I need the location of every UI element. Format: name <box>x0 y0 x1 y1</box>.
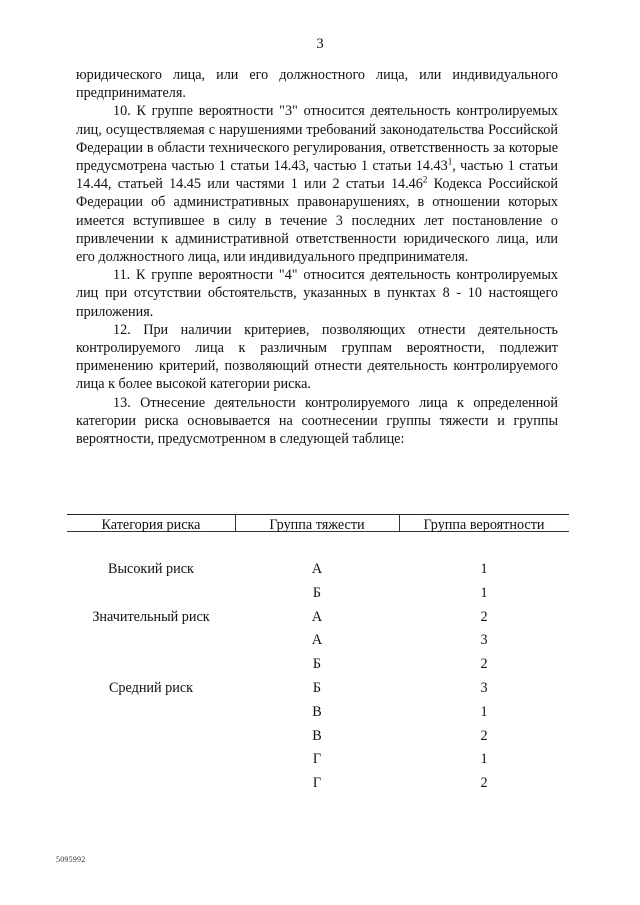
severity-cell: Г <box>312 775 322 792</box>
body-text <box>76 66 558 448</box>
table-row <box>67 656 569 680</box>
page-number: 3 <box>316 36 324 52</box>
risk-category-cell: Высокий риск <box>108 561 194 577</box>
probability-cell: 1 <box>480 561 488 577</box>
probability-cell: 2 <box>480 727 488 744</box>
severity-cell: А <box>311 608 323 625</box>
header-risk-category: Категория риска <box>101 517 201 533</box>
paragraph-10 <box>76 102 558 266</box>
header-probability-group: Группа вероятности <box>423 517 545 533</box>
probability-cell: 3 <box>480 632 488 649</box>
paragraph-13: 13. Отнесение деятельности контролируемого лица к определенной категории риска основывается на соотнесении группы тяжести и группы вероятности, предусмотренном в следующей таблице: <box>76 394 558 448</box>
severity-cell: В <box>312 703 322 720</box>
table-row <box>67 585 569 609</box>
paragraph-10-part-3: Кодекса Российской Федерации об административных правонарушениях, в отношении которых имеется вступившее в силу в течение 3 последних лет постановление о привлечении к административной ответственности юридического лица, или его должностного лица, или индивидуального предпринимателя. <box>76 176 558 266</box>
table-row <box>67 561 569 585</box>
table-row <box>67 704 569 728</box>
probability-cell: 3 <box>480 679 488 696</box>
probability-cell: 1 <box>480 703 488 720</box>
severity-cell: Б <box>312 679 322 696</box>
header-severity-group: Группа тяжести <box>269 517 365 533</box>
probability-cell: 2 <box>480 775 488 792</box>
table-row <box>67 775 569 799</box>
table-body <box>67 561 569 799</box>
risk-category-cell: Средний риск <box>108 679 194 696</box>
severity-cell: А <box>311 561 323 577</box>
table-row <box>67 751 569 775</box>
probability-cell: 1 <box>480 751 488 768</box>
table-row <box>67 680 569 704</box>
probability-cell: 2 <box>480 608 488 625</box>
paragraph-12: 12. При наличии критериев, позволяющих отнести деятельность контролируемого лица к различным группам вероятности, подлежит применению критерий, позволяющий отнести деятельность контролируемого лица к более высокой категории риска. <box>76 321 558 393</box>
severity-cell: А <box>311 632 323 649</box>
table-row <box>67 609 569 633</box>
severity-cell: Б <box>312 584 322 601</box>
paragraph-continuation: юридического лица, или его должностного лица, или индивидуального предпринимателя. <box>76 67 558 102</box>
header-rule-top <box>67 514 569 515</box>
severity-cell: Г <box>312 751 322 768</box>
risk-category-cell: Значительный риск <box>92 608 210 625</box>
severity-cell: В <box>312 727 322 744</box>
probability-cell: 1 <box>480 584 488 601</box>
table-header <box>67 512 569 532</box>
table-row <box>67 728 569 752</box>
paragraph-10-part-1: 10. К группе вероятности "3" относится деятельность контролируемых лиц, осуществляемая с нарушениями требований законодательства Российской Федерации в области технического регулирования, ответственность за которые предусмотрена частью 1 статьи 14.43, частью 1 статьи 14.43 <box>76 103 558 175</box>
document-code: 5095992 <box>56 855 86 864</box>
superscript-2: 2 <box>422 174 428 185</box>
paragraph-10-part-2: , частью 1 статьи 14.44, статьей 14.45 или частями 1 или 2 статьи 14.46 <box>76 158 558 193</box>
risk-table <box>67 512 569 799</box>
severity-cell: Б <box>312 656 322 673</box>
table-row <box>67 632 569 656</box>
probability-cell: 2 <box>480 656 488 673</box>
paragraph-11: 11. К группе вероятности "4" относится деятельность контролируемых лиц при отсутствии обстоятельств, указанных в пунктах 8 - 10 настоящего приложения. <box>76 267 558 320</box>
superscript-1: 1 <box>447 156 453 167</box>
